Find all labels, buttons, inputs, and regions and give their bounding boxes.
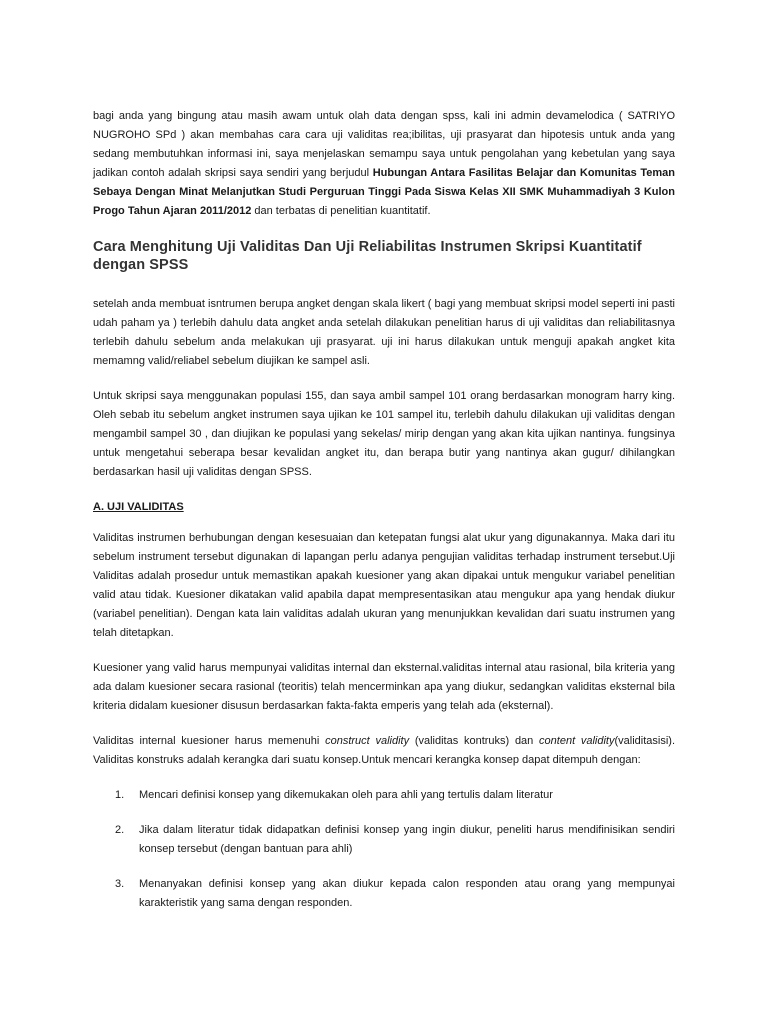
paragraph-validity-definition: Validitas instrumen berhubungan dengan kesesuaian dan ketepatan fungsi alat ukur yang digunakannya. Maka dari itu sebelum instrument tersebut digunakan di lapangan perlu adanya pengujian validitas terhadap instrument tersebut.Uji Validitas adalah prosedur untuk memastikan apakah kuesioner yang akan dipakai untuk mengukur variabel penelitian valid atau tidak. Kuesioner dikatakan valid apabila dapat mempresentasikan atau mengukur apa yang hendak diukur (variabel penelitian). Dengan kata lain validitas adalah ukuran yang menunjukkan kevalidan dari suatu instrumen yang telah ditetapkan. [93,532,675,639]
content-validity-term: content validity [539,735,615,747]
list-number: 2. [115,824,125,836]
paragraph-internal-external: Kuesioner yang valid harus mempunyai validitas internal dan eksternal.validitas internal atau rasional, bila kriteria yang ada dalam kuesioner secara rasional (teoritis) telah mencerminkan apa yang diukur, sedangkan validitas eksternal bila kriteria didalam kuesioner disusun berdasarkan fakta-fakta emperis yang telah ada (eksternal). [93,662,675,712]
list-item [93,821,675,859]
list-text: Menanyakan definisi konsep yang akan diukur kepada calon responden atau orang yang mempunyai karakteristik yang sama dengan responden. [139,878,675,909]
list-number: 3. [115,878,125,890]
section-title-validity: A. UJI VALIDITAS [93,501,184,513]
concept-steps-list [93,786,675,913]
construct-text-2: (validitas kontruks) dan [409,735,540,747]
intro-paragraph [93,107,675,221]
list-text: Mencari definisi konsep yang dikemukakan oleh para ahli yang tertulis dalam literatur [139,789,553,801]
paragraph-construct-content [93,732,675,770]
list-item [93,875,675,913]
paragraph-sample: Untuk skripsi saya menggunakan populasi 155, dan saya ambil sampel 101 orang berdasarkan monogram harry king. Oleh sebab itu sebelum angket instrumen saya ujikan ke 101 sampel itu, terlebih dahulu dilakukan uji validitas dengan mengambil sampel 30 , dan diujikan ke populasi yang sekelas/ mirip dengan yang akan kita ujikan nantinya. fungsinya untuk mengetahui seberapa besar kevalidan angket itu, dan berapa butir yang nantinya akan gugur/ dihilangkan berdasarkan hasil uji validitas dengan SPSS. [93,390,675,478]
list-number: 1. [115,789,125,801]
article-heading: Cara Menghitung Uji Validitas Dan Uji Reliabilitas Instrumen Skripsi Kuantitatif dengan SPSS [93,239,642,273]
construct-text-3: (validitasisi). Validitas konstruks adalah kerangka dari suatu konsep.Untuk mencari kerangka konsep dapat ditempuh dengan: [93,735,676,766]
list-item [93,786,675,805]
document-page [93,107,675,929]
paragraph-instrument: setelah anda membuat isntrumen berupa angket dengan skala likert ( bagi yang membuat skripsi model seperti ini pasti udah paham ya ) terlebih dahulu data angket anda setelah dilakukan penelitian harus di uji validitas dan reliabilitasnya terlebih dahulu sebelum anda melakukan uji prasyarat. uji ini harus dilakukan untuk menguji apakah angket kita memamng valid/reliabel sebelum diujikan ke sampel asli. [93,298,675,367]
intro-text-1: bagi anda yang bingung atau masih awam untuk olah data dengan spss, kali ini admin devamelodica ( SATRIYO NUGROHO SPd ) akan membahas cara cara uji validitas rea;ibilitas, uji prasyarat dan hipotesis untuk anda yang sedang membutuhkan informasi ini, saya menjelaskan semampu saya untuk pengolahan yang kebetulan yang saya jadikan contoh adalah skripsi saya sendiri yang berjudul [93,110,675,179]
construct-validity-term: construct validity [325,735,410,747]
intro-text-2: dan terbatas di penelitian kuantitatif. [251,205,431,217]
construct-text-1: Validitas internal kuesioner harus memenuhi [93,735,326,747]
thesis-title: Hubungan Antara Fasilitas Belajar dan Komunitas Teman Sebaya Dengan Minat Melanjutkan Studi Perguruan Tinggi Pada Siswa Kelas XII SMK Muhammadiyah 3 Kulon Progo Tahun Ajaran 2011/2012 [93,167,675,217]
list-text: Jika dalam literatur tidak didapatkan definisi konsep yang ingin diukur, peneliti harus mendifinisikan sendiri konsep tersebut (dengan bantuan para ahli) [139,824,675,855]
